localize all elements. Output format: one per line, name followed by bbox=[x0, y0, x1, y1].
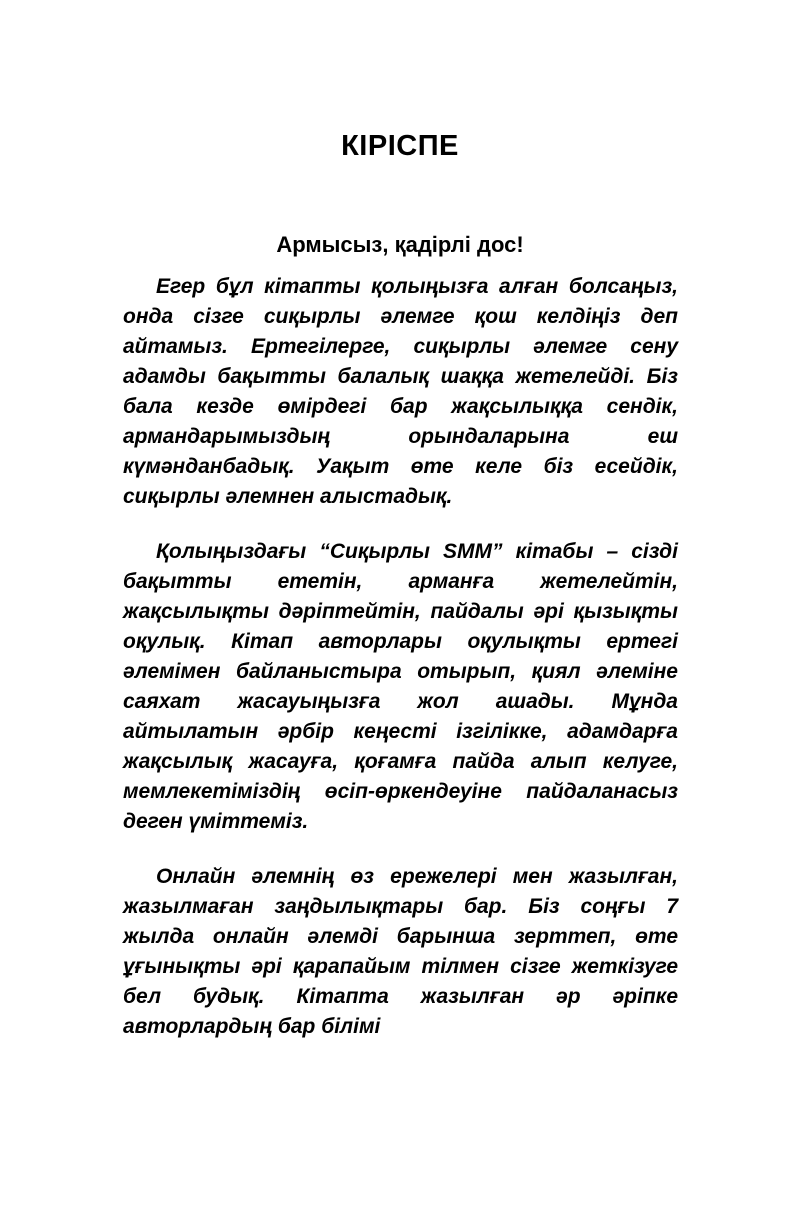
paragraph: Қолыңыздағы “Сиқырлы SMM” кітабы – сізді бақытты ететін, арманға жетелейтін, жақсылықты дәріптейтін, пайдалы әрі қызықты оқулық. Кітап авторлары оқулықты ертегі әлемімен байланыстыра отырып, қиял әлеміне саяхат жасауыңызға жол ашады. Мұнда айтылатын әрбір кеңесті ізгілікке, адамдарға жақсылық жасауға, қоғамға пайда алып келуге, мемлекетіміздің өсіп-өркендеуіне пайдаланасыз деген үміттеміз. bbox=[123, 540, 678, 833]
paragraph: Егер бұл кітапты қолыңызға алған болсаңыз, онда сізге сиқырлы әлемге қош келдіңіз деп айтамыз. Ертегілерге, сиқырлы әлемге сену адамды бақытты балалық шаққа жетелейді. Біз бала кезде өмірдегі бар жақсылыққа сендік, армандарымыздың орындаларына еш күмәнданбадық. Уақыт өте келе біз есейдік, сиқырлы әлемнен алыстадық. bbox=[123, 275, 678, 508]
greeting-line: Армысыз, қадірлі дос! bbox=[276, 232, 524, 257]
chapter-title: КІРІСПЕ bbox=[341, 130, 459, 162]
body-text bbox=[123, 272, 678, 1067]
paragraph: Онлайн әлемнің өз ережелері мен жазылған, жазылмаған заңдылықтары бар. Біз соңғы 7 жылда онлайн әлемді барынша зерттеп, өте ұғынықты әрі қарапайым тілмен сізге жеткізуге бел будық. Кітапта жазылған әр әріпке авторлардың бар білімі bbox=[123, 865, 678, 1038]
